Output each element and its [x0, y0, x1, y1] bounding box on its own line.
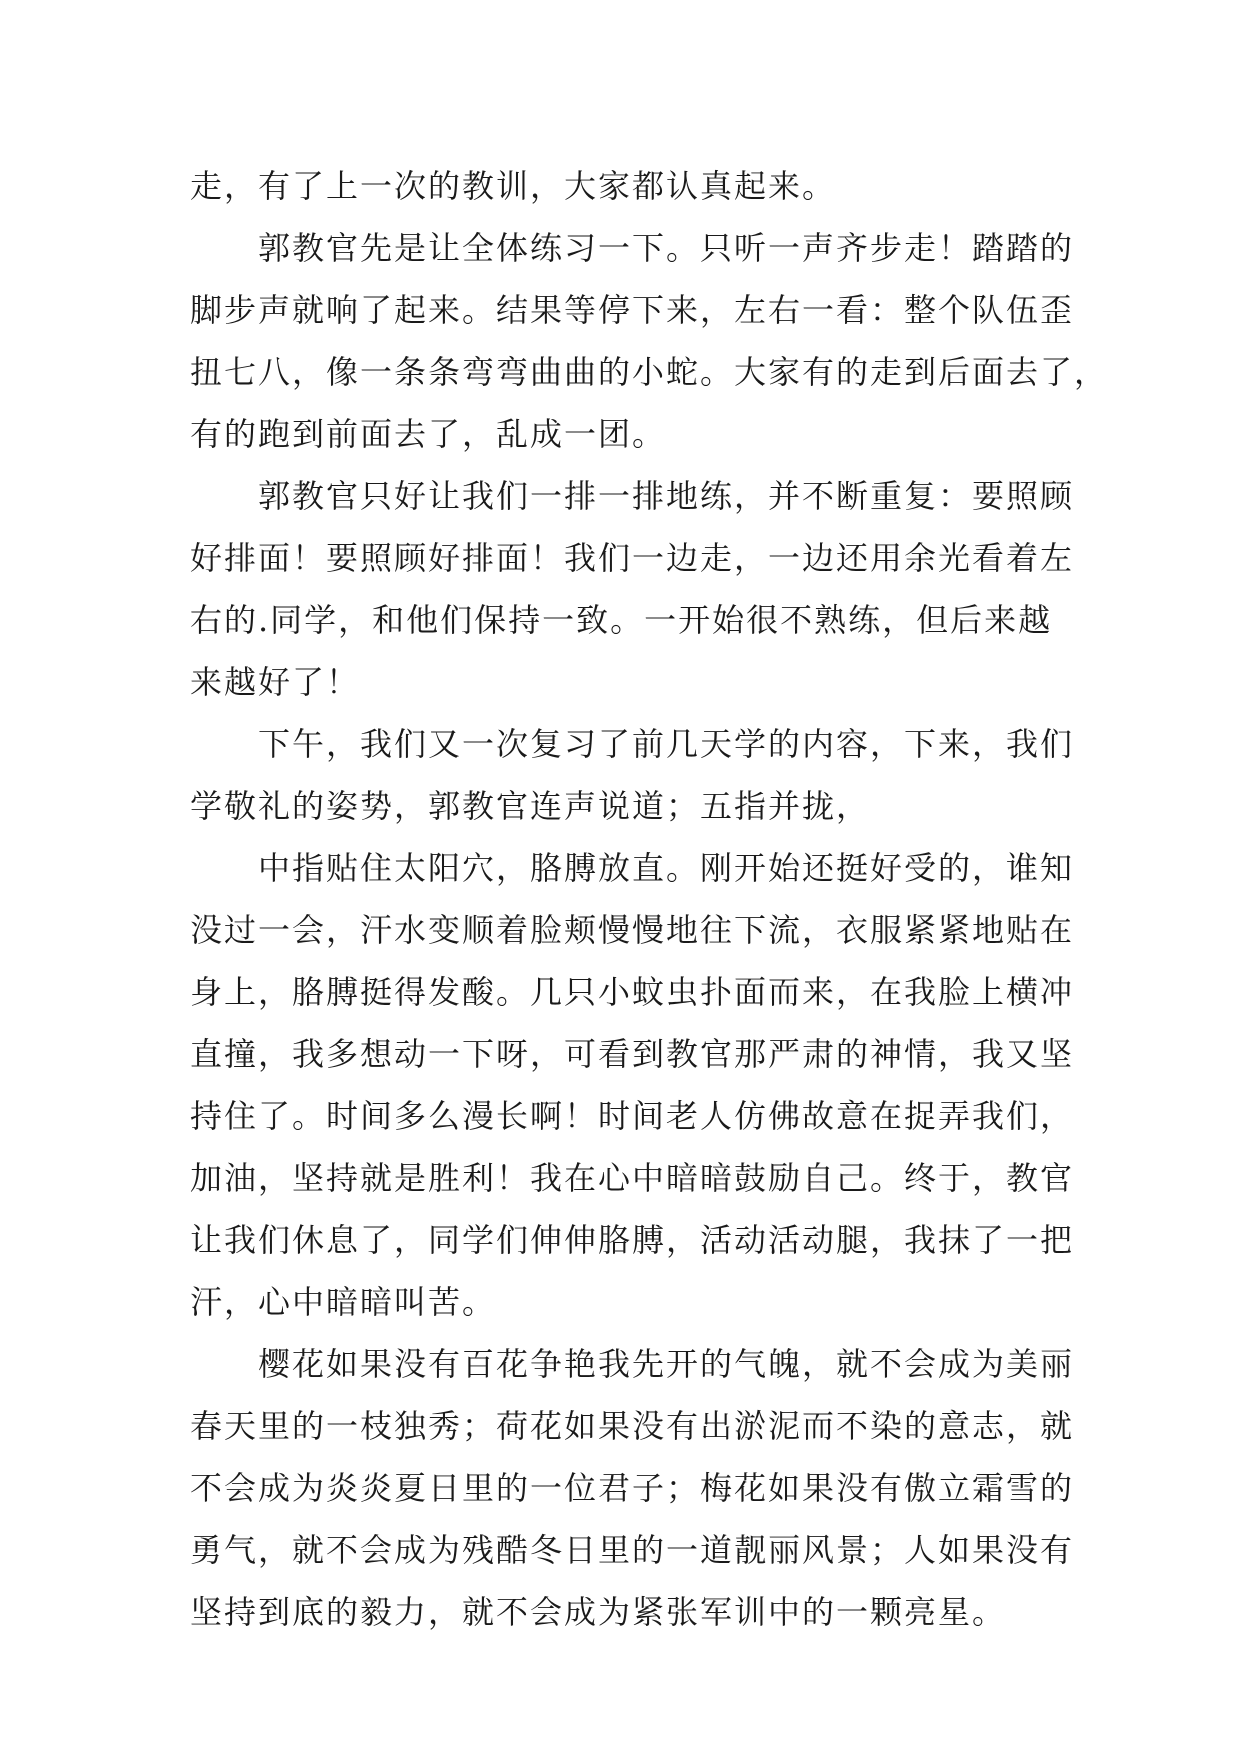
body-text	[190, 155, 1109, 1643]
text-line: 扭七八，像一条条弯弯曲曲的小蛇。大家有的走到后面去了，	[190, 353, 1109, 391]
text-line: 直撞，我多想动一下呀，可看到教官那严肃的神情，我又坚	[190, 1035, 1075, 1073]
text-line: 让我们休息了，同学们伸伸胳膊，活动活动腿，我抹了一把	[190, 1221, 1075, 1259]
paragraph-start-line: 下午，我们又一次复习了前几天学的内容，下来，我们	[258, 725, 1075, 763]
text-line: 学敬礼的姿势，郭教官连声说道；五指并拢，	[190, 787, 871, 825]
paragraph-start-line: 郭教官先是让全体练习一下。只听一声齐步走！踏踏的	[258, 229, 1075, 267]
text-line: 持住了。时间多么漫长啊！时间老人仿佛故意在捉弄我们，	[190, 1097, 1075, 1135]
text-line: 勇气，就不会成为残酷冬日里的一道靓丽风景；人如果没有	[190, 1531, 1075, 1569]
text-line: 春天里的一枝独秀；荷花如果没有出淤泥而不染的意志，就	[190, 1407, 1075, 1445]
text-line: 汗，心中暗暗叫苦。	[190, 1283, 497, 1321]
text-line: 有的跑到前面去了，乱成一团。	[190, 415, 667, 453]
text-line: 身上，胳膊挺得发酸。几只小蚊虫扑面而来，在我脸上横冲	[190, 973, 1075, 1011]
text-line: 右的.同学，和他们保持一致。一开始很不熟练，但后来越	[190, 601, 1053, 639]
paragraph-start-line: 中指贴住太阳穴，胳膊放直。刚开始还挺好受的，谁知	[258, 849, 1075, 887]
paragraph-start-line: 樱花如果没有百花争艳我先开的气魄，就不会成为美丽	[258, 1345, 1075, 1383]
text-line: 没过一会，汗水变顺着脸颊慢慢地往下流，衣服紧紧地贴在	[190, 911, 1075, 949]
text-line: 好排面！要照顾好排面！我们一边走，一边还用余光看着左	[190, 539, 1075, 577]
text-line: 坚持到底的毅力，就不会成为紧张军训中的一颗亮星。	[190, 1593, 1007, 1631]
text-line: 来越好了！	[190, 663, 361, 701]
text-line: 不会成为炎炎夏日里的一位君子；梅花如果没有傲立霜雪的	[190, 1469, 1075, 1507]
text-line: 走，有了上一次的教训，大家都认真起来。	[190, 167, 837, 205]
paragraph-start-line: 郭教官只好让我们一排一排地练，并不断重复：要照顾	[258, 477, 1075, 515]
text-line: 加油，坚持就是胜利！我在心中暗暗鼓励自己。终于，教官	[190, 1159, 1075, 1197]
text-line: 脚步声就响了起来。结果等停下来，左右一看：整个队伍歪	[190, 291, 1075, 329]
